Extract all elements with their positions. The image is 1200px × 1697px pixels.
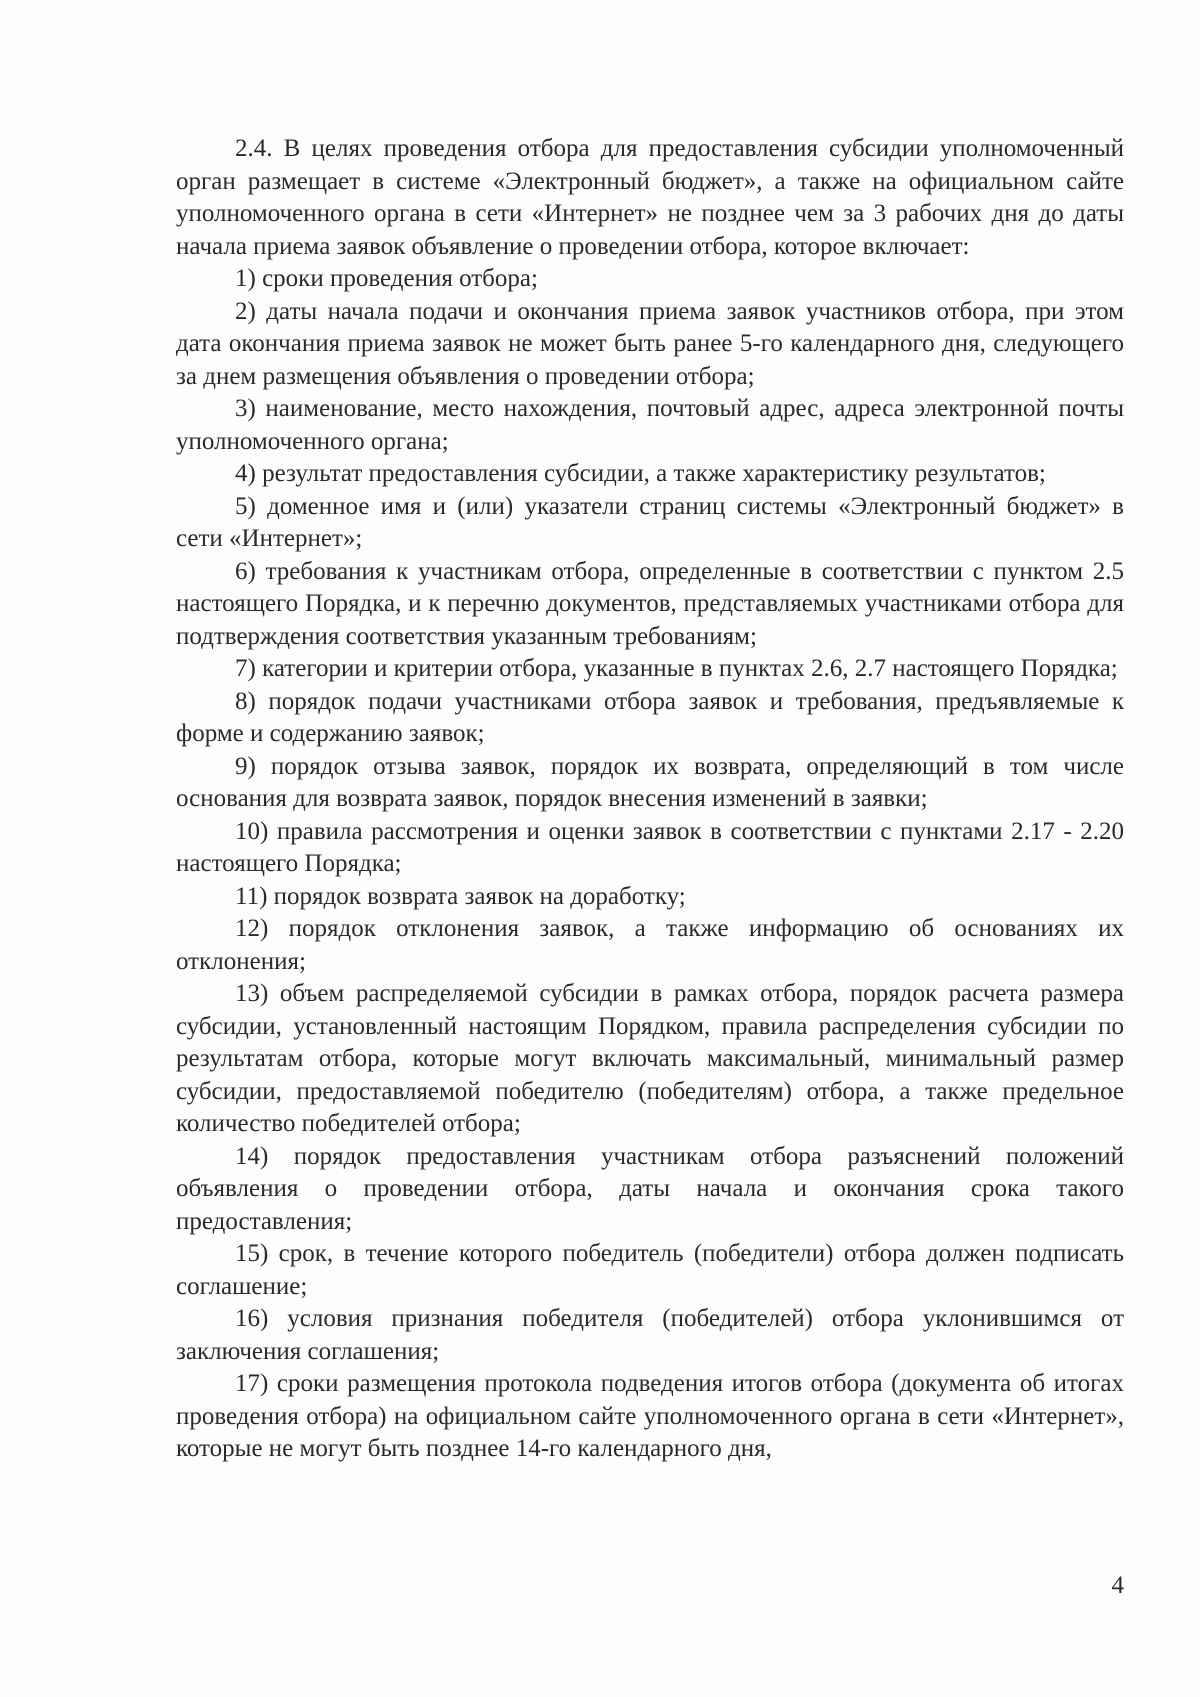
list-item-17: 17) сроки размещения протокола подведения итогов отбора (документа об итогах проведения отбора) на официальном сайте уполномоченного органа в сети «Интернет», которые не могут быть позднее 14-го календарного дня, xyxy=(176,1370,1124,1462)
list-item-12: 12) порядок отклонения заявок, а также информацию об основаниях их отклонения; xyxy=(176,915,1124,975)
list-item-3: 3) наименование, место нахождения, почтовый адрес, адреса электронной почты уполномоченного органа; xyxy=(176,395,1124,455)
list-item-15: 15) срок, в течение которого победитель (победители) отбора должен подписать соглашение; xyxy=(176,1240,1124,1300)
list-item-8: 8) порядок подачи участниками отбора заявок и требования, предъявляемые к форме и содержанию заявок; xyxy=(176,687,1124,747)
list-item-1: 1) сроки проведения отбора; xyxy=(235,265,538,292)
list-item-7: 7) категории и критерии отбора, указанные в пунктах 2.6, 2.7 настоящего Порядка; xyxy=(235,655,1118,682)
list-item-10: 10) правила рассмотрения и оценки заявок в соответствии с пунктами 2.17 - 2.20 настоящего Порядка; xyxy=(176,817,1124,877)
document-body xyxy=(176,133,1124,1466)
list-item-9: 9) порядок отзыва заявок, порядок их возврата, определяющий в том числе основания для возврата заявок, порядок внесения изменений в заявки; xyxy=(176,752,1124,812)
paragraph-2-4-intro: 2.4. В целях проведения отбора для предоставления субсидии уполномоченный орган размещает в системе «Электронный бюджет», а также на официальном сайте уполномоченного органа в сети «Интернет» не позднее чем за 3 рабочих дня до даты начала приема заявок объявление о проведении отбора, которое включает: xyxy=(176,135,1124,260)
list-item-2: 2) даты начала подачи и окончания приема заявок участников отбора, при этом дата окончания приема заявок не может быть ранее 5-го календарного дня, следующего за днем размещения объявления о проведении отбора; xyxy=(176,297,1124,390)
list-item-11: 11) порядок возврата заявок на доработку; xyxy=(235,882,686,910)
list-item-16: 16) условия признания победителя (победителей) отбора уклонившимся от заключения соглашения; xyxy=(176,1305,1124,1365)
list-item-13: 13) объем распределяемой субсидии в рамках отбора, порядок расчета размера субсидии, установленный настоящим Порядком, правила распределения субсидии по результатам отбора, которые могут включать максимальный, минимальный размер субсидии, предоставляемой победителю (победителям) отбора, а также предельное количество победителей отбора; xyxy=(176,980,1124,1137)
list-item-6: 6) требования к участникам отбора, определенные в соответствии с пунктом 2.5 настоящего Порядка, и к перечню документов, представляемых участниками отбора для подтверждения соответствия указанным требованиям; xyxy=(176,557,1124,650)
page-number: 4 xyxy=(1111,1572,1124,1599)
list-item-5: 5) доменное имя и (или) указатели страниц системы «Электронный бюджет» в сети «Интернет»; xyxy=(176,492,1124,552)
list-item-14: 14) порядок предоставления участникам отбора разъяснений положений объявления о проведении отбора, даты начала и окончания срока такого предоставления; xyxy=(176,1142,1124,1235)
list-item-4: 4) результат предоставления субсидии, а также характеристику результатов; xyxy=(235,460,1046,487)
